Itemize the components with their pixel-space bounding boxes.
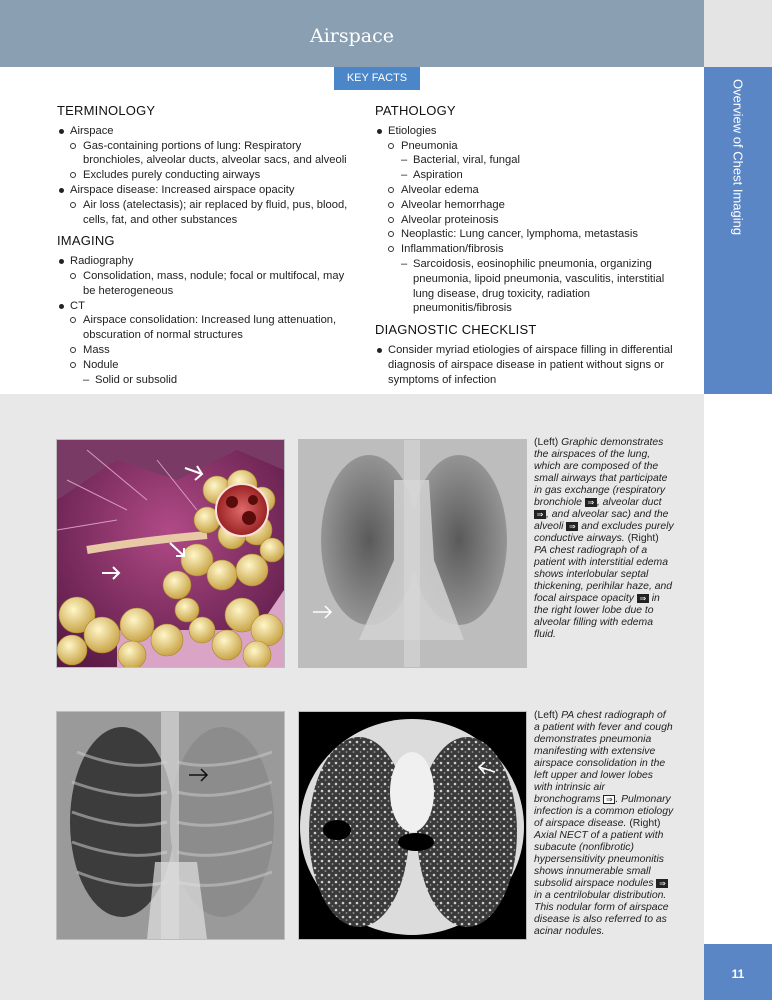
pathology-heading: PATHOLOGY	[375, 103, 456, 118]
imaging-heading: IMAGING	[57, 233, 115, 249]
radiograph-illustration	[57, 712, 284, 939]
corner-box	[704, 0, 772, 67]
term-bold: Radiography	[70, 255, 134, 268]
page-title: Airspace	[309, 25, 394, 47]
term-bold: CT	[70, 299, 85, 312]
arrow-icon: ⇒	[534, 510, 546, 519]
list-item	[57, 124, 357, 139]
caption-text: in the right lower lobe due to alveolar filling with edema fluid.	[534, 593, 660, 640]
list-item: Gas-containing portions of lung: Respiratory bronchioles, alveolar ducts, alveolar sacs, and alveoli	[57, 139, 357, 169]
page-header	[0, 0, 704, 67]
list-item: – Bacterial, viral, fungal	[375, 153, 675, 168]
list-item	[57, 254, 357, 269]
arrow-icon: ⇒	[603, 795, 615, 804]
list-item: Consolidation, mass, nodule; focal or multifocal, may be heterogeneous	[57, 269, 357, 299]
ct-illustration	[299, 712, 526, 939]
arrow-icon: ⇒	[637, 594, 649, 603]
caption-text: Axial NECT of a patient with subacute (nonfibrotic) hypersensitivity pneumonitis shows innumerable small subsolid airspace nodules	[534, 830, 664, 889]
airspace-graphic-image	[56, 439, 285, 668]
caption-text: PA chest radiograph of a patient with fever and cough demonstrates pneumonia manifesting with extensive airspace consolidation in the left upper and lower lobes with intrinsic air bronchograms	[534, 710, 673, 805]
caption-text: , and alveolar sac) and the alveoli	[534, 509, 669, 532]
list-item: Airspace consolidation: Increased lung attenuation, obscuration of normal structures	[57, 313, 357, 343]
diagnostic-checklist-heading: DIAGNOSTIC CHECKLIST	[375, 322, 537, 338]
caption-text: and excludes purely conductive airways.	[534, 521, 674, 544]
list-item: Excludes purely conducting airways	[57, 168, 357, 183]
terminology-heading: TERMINOLOGY	[57, 103, 156, 118]
term-definition: : Increased airspace opacity	[155, 183, 295, 196]
chapter-side-tab[interactable]	[704, 67, 772, 394]
chest-radiograph-edema-image	[298, 439, 527, 668]
list-item: – Solid or subsolid	[57, 373, 357, 388]
list-item: Inflammation/fibrosis	[375, 242, 675, 257]
radiograph-illustration	[299, 440, 526, 667]
figure-caption-1	[534, 437, 674, 641]
caption-text: , alveolar duct	[596, 497, 662, 508]
chest-radiograph-pneumonia-image	[56, 711, 285, 940]
list-item: Alveolar proteinosis	[375, 213, 675, 228]
arrow-icon: ⇒	[566, 522, 578, 531]
axial-ct-nodules-image	[298, 711, 527, 940]
term-bold: Airspace	[70, 124, 114, 137]
caption-right-label: (Right)	[629, 818, 661, 829]
arrow-icon: ⇒	[585, 498, 597, 507]
list-item: Neoplastic: Lung cancer, lymphoma, metastasis	[375, 227, 675, 242]
list-item	[57, 183, 357, 198]
pathology-list	[375, 124, 675, 316]
key-facts-label: KEY FACTS	[334, 67, 420, 90]
list-item: Consider myriad etiologies of airspace filling in differential diagnosis of airspace disease in patient without signs or symptoms of infection	[375, 343, 675, 387]
caption-text: . Pulmonary infection is a common etiology of airspace disease.	[534, 794, 674, 829]
list-item: – Sarcoidosis, eosinophilic pneumonia, organizing pneumonia, lipoid pneumonia, vasculitis, interstitial lung disease, drug toxicity, radiation pneumonitis/fibrosis	[375, 257, 675, 316]
list-item: Air loss (atelectasis); air replaced by fluid, pus, blood, cells, fat, and other substances	[57, 198, 357, 228]
airspace-illustration	[57, 440, 284, 667]
caption-text: PA chest radiograph of a patient with interstitial edema shows interlobular septal thickening, perihilar haze, and focal airspace opacity	[534, 545, 673, 604]
arrow-icon: ⇒	[656, 879, 668, 888]
caption-text: in a centrilobular distribution. This nodular form of airspace disease is also referred to as acinar nodules.	[534, 890, 669, 937]
list-item	[57, 299, 357, 314]
caption-left-label: (Left)	[534, 710, 559, 721]
list-item: – Aspiration	[375, 168, 675, 183]
figure-caption-2	[534, 710, 674, 938]
list-item: Mass	[57, 343, 357, 358]
caption-left-label: (Left)	[534, 437, 559, 448]
caption-right-label: (Right)	[627, 533, 659, 544]
list-item: Nodule	[57, 358, 357, 373]
list-item: Alveolar hemorrhage	[375, 198, 675, 213]
list-item: Etiologies	[375, 124, 675, 139]
chapter-side-tab-label: Overview of Chest Imaging	[730, 79, 746, 236]
term-bold: Airspace disease	[70, 183, 156, 196]
page-number: 11	[704, 944, 772, 1000]
checklist-list	[375, 343, 675, 387]
imaging-list	[57, 254, 357, 387]
terminology-list	[57, 124, 357, 228]
left-column	[57, 104, 357, 387]
list-item: Pneumonia	[375, 139, 675, 154]
list-item: Alveolar edema	[375, 183, 675, 198]
caption-text: Graphic demonstrates the airspaces of the lung, which are composed of the small airways that participate in gas exchange (respiratory bronchiole	[534, 437, 668, 508]
right-column	[375, 104, 675, 387]
